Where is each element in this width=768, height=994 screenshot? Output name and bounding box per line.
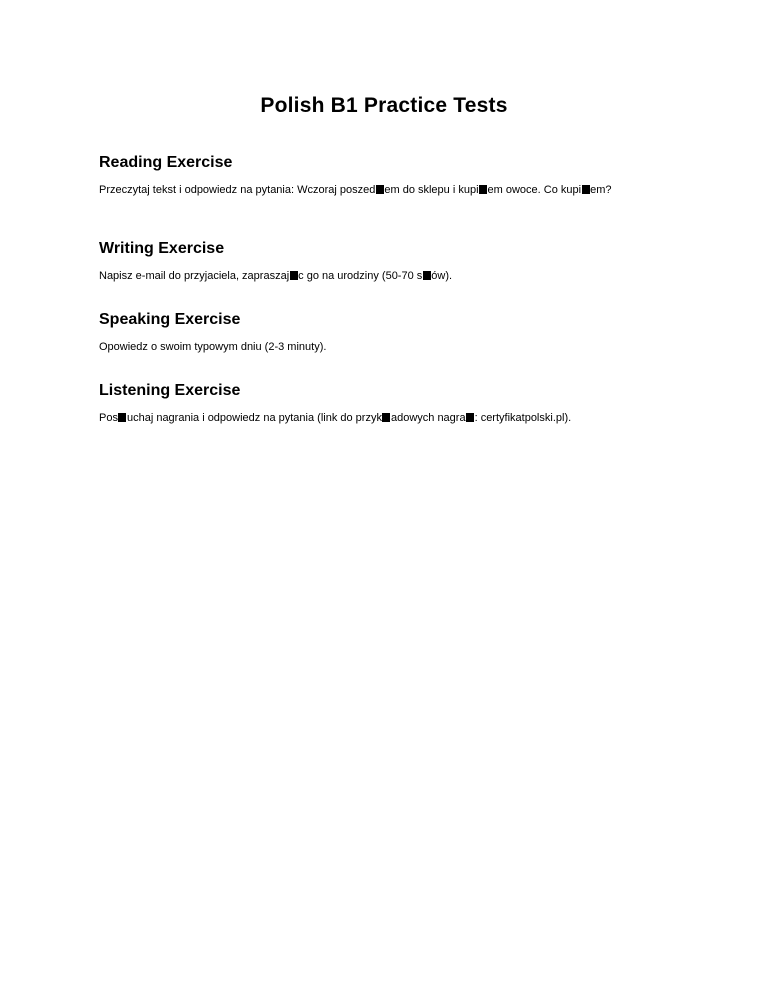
missing-glyph-box — [290, 271, 298, 280]
section-heading-speaking: Speaking Exercise — [99, 311, 241, 328]
missing-glyph-box — [118, 413, 126, 422]
missing-glyph-box — [376, 185, 384, 194]
section-body-speaking: Opowiedz o swoim typowym dniu (2-3 minuty). — [99, 341, 327, 353]
missing-glyph-box — [582, 185, 590, 194]
page-title: Polish B1 Practice Tests — [260, 94, 508, 117]
section-speaking — [99, 311, 669, 355]
section-body-writing: Napisz e-mail do przyjaciela, zapraszaj c go na urodziny (50-70 s ów). — [99, 270, 453, 282]
section-heading-listening: Listening Exercise — [99, 382, 241, 399]
section-reading — [99, 154, 669, 198]
section-listening — [99, 382, 669, 426]
section-heading-reading: Reading Exercise — [99, 154, 233, 171]
section-body-listening: Pos uchaj nagrania i odpowiedz na pytania (link do przyk adowych nagra : certyfikatpolski.pl). — [99, 412, 572, 424]
section-body-reading: Przeczytaj tekst i odpowiedz na pytania: Wczoraj poszed em do sklepu i kupi em owoce. Co kupi em? — [99, 184, 612, 196]
section-heading-writing: Writing Exercise — [99, 240, 225, 257]
missing-glyph-box — [423, 271, 431, 280]
missing-glyph-box — [479, 185, 487, 194]
missing-glyph-box — [466, 413, 474, 422]
missing-glyph-box — [382, 413, 390, 422]
section-writing — [99, 240, 669, 284]
